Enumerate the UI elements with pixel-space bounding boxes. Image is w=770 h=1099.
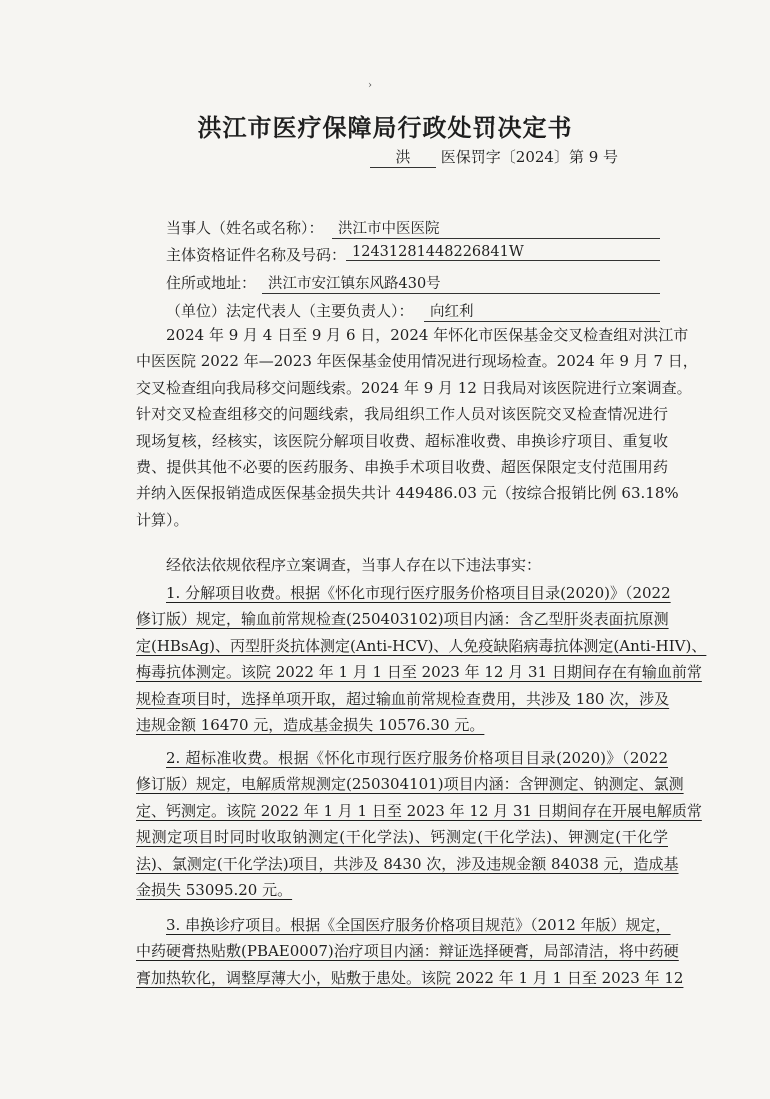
address-field: [166, 272, 441, 293]
summary-line: 交叉检查组向我局移交问题线索。2024 年 9 月 12 日我局对该医院进行立案调查。: [136, 378, 692, 397]
credential-label: 主体资格证件名称及号码：: [166, 246, 347, 264]
item3-line: 中药硬膏热贴敷(PBAE0007)治疗项目内涵：辩证选择硬膏，局部清洁，将中药硬: [136, 942, 679, 961]
item2-line: 修订版）规定，电解质常规测定(250304101)项目内涵：含钾测定、钠测定、氯测: [136, 775, 684, 794]
violation-item-2: [136, 745, 702, 903]
item1-line: 违规金额 16470 元，造成基金损失 10576.30 元。: [136, 715, 485, 734]
item1-line: 1. 分解项目收费。根据《怀化市现行医疗服务价格项目目录(2020)》（2022: [166, 584, 671, 602]
summary-line: 针对交叉检查组移交的问题线索，我局组织工作人员对该医院交叉检查情况进行: [136, 405, 668, 424]
document-title: 洪江市医疗保障局行政处罚决定书: [197, 113, 573, 142]
representative-field: [166, 300, 474, 321]
scan-mark: ›: [368, 80, 372, 91]
document-number-text: 医保罚字〔2024〕第 9 号: [440, 148, 619, 166]
representative-label: （单位）法定代表人（主要负责人）：: [166, 302, 414, 320]
case-summary-paragraph: [136, 322, 698, 533]
document-number-prefix: 洪: [370, 146, 436, 168]
item2-line: 规测定项目时同时收取钠测定(干化学法)、钙测定(干化学法)、钾测定(干化学: [136, 828, 668, 847]
party-name-label: 当事人（姓名或名称）：: [166, 219, 324, 237]
item2-line: 金损失 53095.20 元。: [136, 880, 293, 899]
violations-intro: [136, 552, 668, 578]
credential-value: 12431281448226841W: [346, 244, 660, 261]
address-value: 洪江市安江镇东风路430号: [262, 272, 660, 294]
party-name-value: 洪江市中医医院: [332, 217, 660, 239]
item3-line: 膏加热软化，调整厚薄大小，贴敷于患处。该院 2022 年 1 月 1 日至 2023 年 12: [136, 968, 684, 987]
summary-line: 现场复核，经核实，该医院分解项目收费、超标准收费、串换诊疗项目、重复收: [136, 431, 668, 450]
item1-line: 规检查项目时，选择单项开取，超过输血前常规检查费用，共涉及 180 次，涉及: [136, 689, 670, 708]
violation-item-3: [136, 912, 684, 991]
item2-line: 定、钙测定。该院 2022 年 1 月 1 日至 2023 年 12 月 31 日期间存在开展电解质常: [136, 801, 702, 820]
party-name-field: [166, 217, 440, 238]
address-label: 住所或地址：: [166, 274, 257, 292]
intro-line: 经依法依规依程序立案调查，当事人存在以下违法事实：: [166, 556, 542, 574]
summary-line: 并纳入医保报销造成医保基金损失共计 449486.03 元（按综合报销比例 63.18%: [136, 484, 679, 503]
item1-line: 梅毒抗体测定。该院 2022 年 1 月 1 日至 2023 年 12 月 31 日期间存在有输血前常: [136, 663, 702, 682]
violation-item-1: [136, 580, 707, 738]
document-number: [370, 146, 618, 168]
item2-line: 2. 超标准收费。根据《怀化市现行医疗服务价格项目目录(2020)》（2022: [166, 749, 668, 767]
summary-line: 中医医院 2022 年—2023 年医保基金使用情况进行现场检查。2024 年 9 月 7 日，: [136, 352, 698, 371]
summary-line: 计算）。: [136, 510, 189, 529]
item1-line: 定(HBsAg)、丙型肝炎抗体测定(Anti-HCV)、人免疫缺陷病毒抗体测定(Anti-HIV)、: [136, 636, 707, 655]
item3-line: 3. 串换诊疗项目。根据《全国医疗服务价格项目规范》（2012 年版）规定，: [166, 916, 671, 934]
summary-line: 费、提供其他不必要的医药服务、串换手术项目收费、超医保限定支付范围用药: [136, 457, 668, 476]
representative-value: 向红利: [424, 300, 660, 322]
item2-line: 法)、氯测定(干化学法)项目，共涉及 8430 次，涉及违规金额 84038 元，造成基: [136, 854, 679, 873]
item1-line: 修订版）规定，输血前常规检查(250403102)项目内涵：含乙型肝炎表面抗原测: [136, 610, 669, 629]
credential-field: [166, 244, 524, 265]
summary-line: 2024 年 9 月 4 日至 9 月 6 日，2024 年怀化市医保基金交叉检查组对洪江市: [166, 326, 689, 344]
